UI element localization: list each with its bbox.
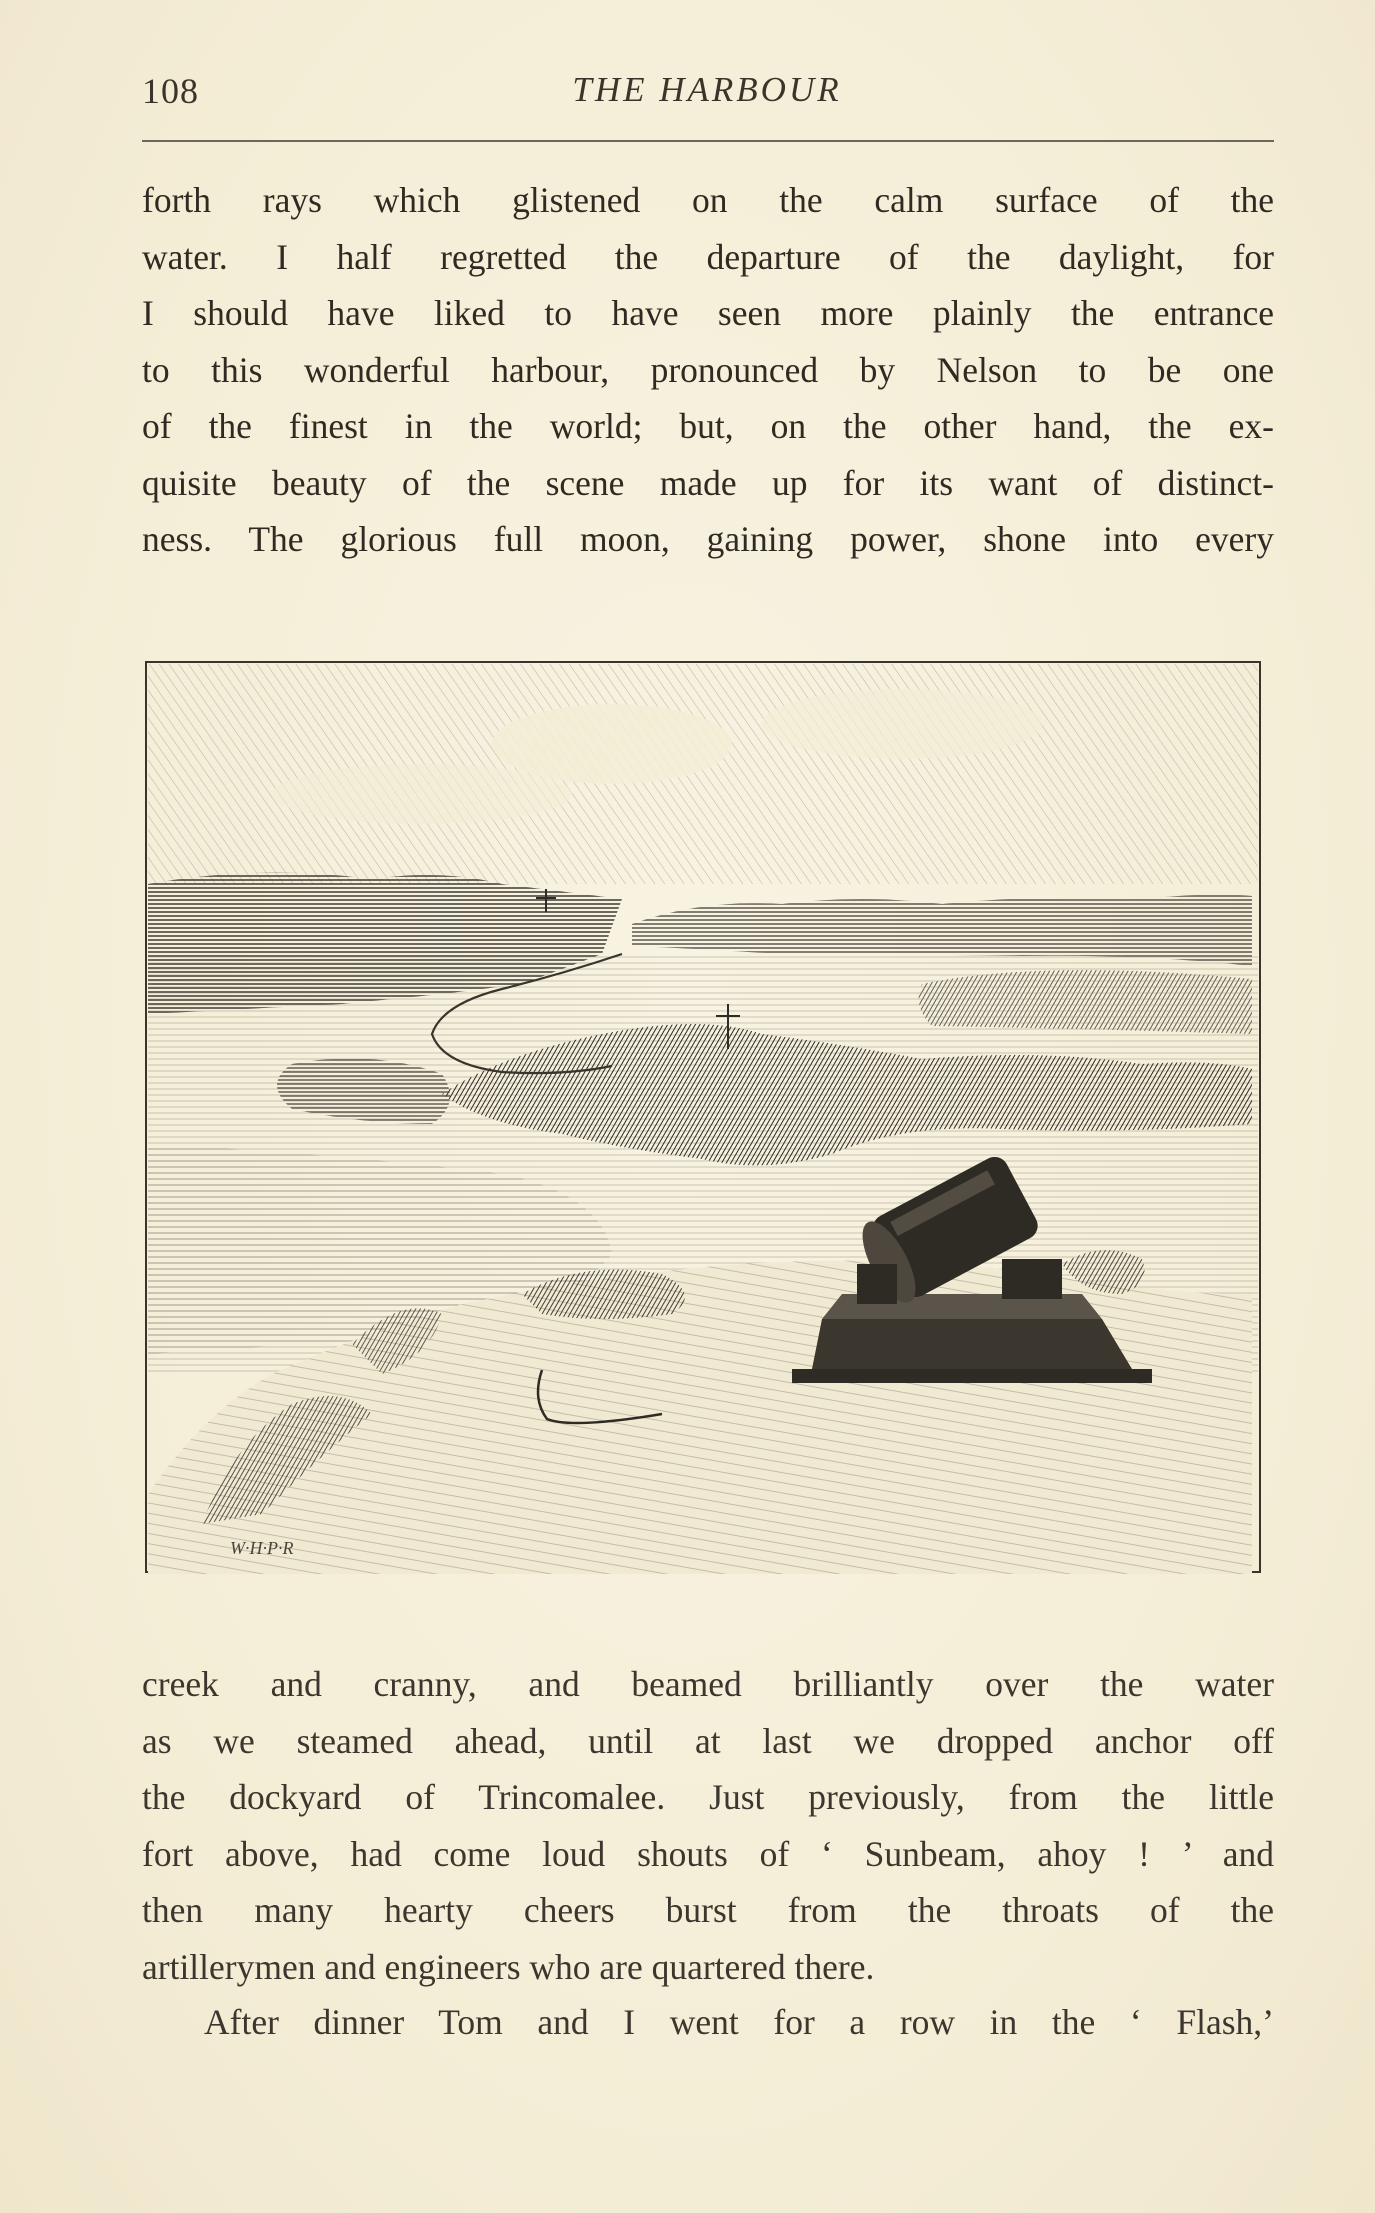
text-line: to this wonderful harbour, pronounced by Nelson to be one [142, 349, 1274, 390]
text-line: fort above, had come loud shouts of ‘ Sunbeam, ahoy ! ’ and [142, 1833, 1274, 1874]
text-line: of the finest in the world; but, on the other hand, the ex- [142, 406, 1274, 446]
text-line: quisite beauty of the scene made up for its want of distinct- [142, 462, 1274, 503]
running-title: THE HARBOUR [572, 70, 842, 109]
text-line: I should have liked to have seen more plainly the entrance [142, 293, 1274, 333]
paragraph-bottom [142, 1656, 1274, 1995]
text-line: as we steamed ahead, until at last we dropped anchor off [142, 1720, 1274, 1761]
paragraph-top [142, 172, 1274, 568]
text-line: then many hearty cheers burst from the throats of the [142, 1890, 1274, 1930]
text-line: water. I half regretted the departure of the daylight, for [142, 236, 1274, 277]
paragraph-last [142, 1994, 1274, 2051]
harbour-engraving [142, 654, 1264, 1579]
engraver-signature: W·H·P·R [230, 1538, 294, 1558]
page-number: 108 [142, 71, 199, 111]
text-line: After dinner Tom and I went for a row in the ‘ Flash,’ [204, 2002, 1274, 2042]
text-line: ness. The glorious full moon, gaining power, shone into every [142, 519, 1274, 559]
text-line: forth rays which glistened on the calm surface of the [142, 180, 1274, 220]
running-head [142, 70, 1272, 118]
sky [148, 664, 1258, 884]
text-line: artillerymen and engineers who are quartered there. [142, 1946, 875, 1987]
header-rule [142, 140, 1274, 142]
text-line: the dockyard of Trincomalee. Just previously, from the little [142, 1777, 1274, 1817]
text-line: creek and cranny, and beamed brilliantly over the water [142, 1664, 1274, 1704]
